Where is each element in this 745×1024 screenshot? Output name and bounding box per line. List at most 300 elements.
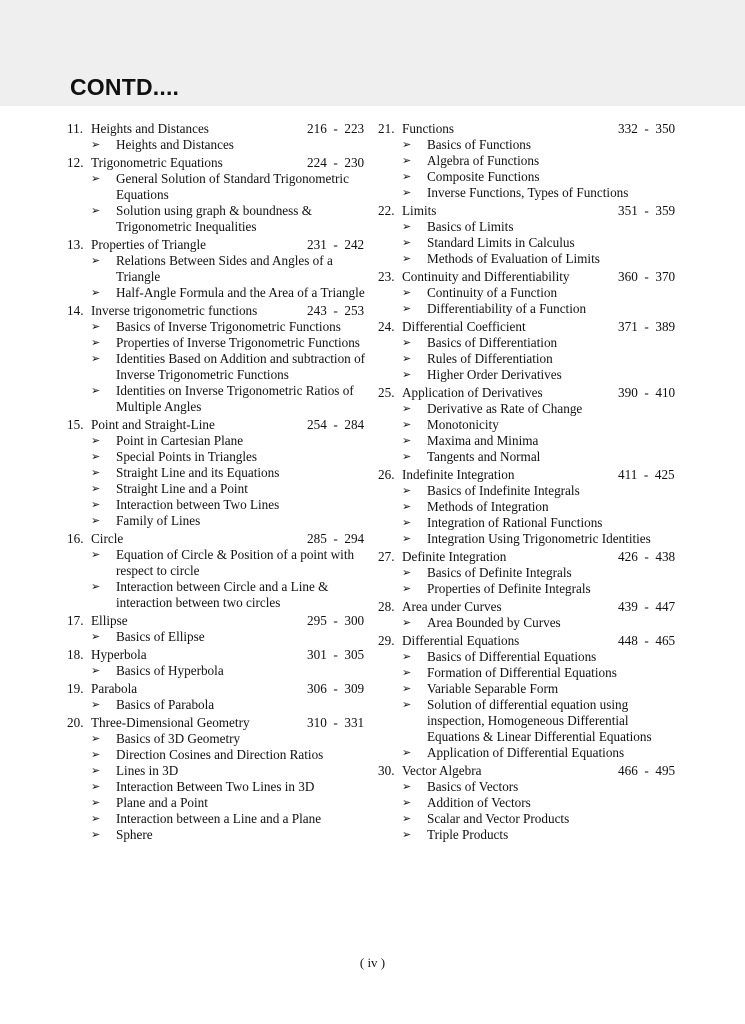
arrow-bullet-icon: ➢ (91, 467, 101, 479)
subtopic-item (67, 795, 367, 811)
page-range: 306 - 309 (307, 681, 365, 696)
toc-entry (67, 121, 367, 153)
chapter-number: 25. (378, 385, 395, 400)
subtopic-list (67, 433, 367, 529)
arrow-bullet-icon: ➢ (402, 403, 412, 415)
subtopic-list (67, 731, 367, 843)
subtopic-text: Composite Functions (427, 169, 540, 184)
toc-entry-heading (67, 681, 367, 697)
toc-entry (67, 417, 367, 529)
arrow-bullet-icon: ➢ (91, 631, 101, 643)
chapter-number: 15. (67, 417, 84, 432)
subtopic-item (67, 731, 367, 747)
arrow-bullet-icon: ➢ (91, 385, 101, 397)
subtopic-list (378, 137, 678, 201)
subtopic-text: Integration of Rational Functions (427, 515, 603, 530)
arrow-bullet-icon: ➢ (402, 337, 412, 349)
subtopic-item (378, 449, 678, 465)
subtopic-list (378, 219, 678, 267)
subtopic-item (67, 335, 367, 351)
subtopic-item (67, 171, 367, 203)
chapter-title: Three-Dimensional Geometry (91, 715, 250, 730)
chapter-title: Ellipse (91, 613, 128, 628)
subtopic-text: Methods of Evaluation of Limits (427, 251, 600, 266)
subtopic-item (378, 827, 678, 843)
page-range: 231 - 242 (307, 237, 365, 252)
arrow-bullet-icon: ➢ (402, 171, 412, 183)
subtopic-text: Identities Based on Addition and subtraction of Inverse Trigonometric Functions (116, 351, 366, 382)
subtopic-item (378, 251, 678, 267)
subtopic-text: Sphere (116, 827, 153, 842)
subtopic-text: Inverse Functions, Types of Functions (427, 185, 629, 200)
subtopic-text: Solution using graph & boundness & Trigonometric Inequalities (116, 203, 312, 234)
subtopic-item (378, 795, 678, 811)
subtopic-item (378, 417, 678, 433)
page-range: 295 - 300 (307, 613, 365, 628)
arrow-bullet-icon: ➢ (402, 517, 412, 529)
arrow-bullet-icon: ➢ (402, 501, 412, 513)
subtopic-item (67, 779, 367, 795)
toc-entry (67, 531, 367, 611)
arrow-bullet-icon: ➢ (402, 287, 412, 299)
subtopic-item (67, 203, 367, 235)
subtopic-text: Heights and Distances (116, 137, 234, 152)
page-range: 351 - 359 (618, 203, 676, 218)
subtopic-item (378, 483, 678, 499)
subtopic-list (67, 629, 367, 645)
arrow-bullet-icon: ➢ (91, 665, 101, 677)
subtopic-item (67, 383, 367, 415)
arrow-bullet-icon: ➢ (402, 435, 412, 447)
toc-entry-heading (67, 237, 367, 253)
subtopic-text: Application of Differential Equations (427, 745, 625, 760)
subtopic-text: Plane and a Point (116, 795, 208, 810)
chapter-number: 29. (378, 633, 395, 648)
subtopic-item (378, 779, 678, 795)
subtopic-text: Basics of Vectors (427, 779, 519, 794)
subtopic-text: Area Bounded by Curves (427, 615, 561, 630)
page-range: 411 - 425 (618, 467, 675, 482)
arrow-bullet-icon: ➢ (91, 581, 101, 593)
arrow-bullet-icon: ➢ (91, 483, 101, 495)
toc-entry (378, 121, 678, 201)
subtopic-item (67, 319, 367, 335)
subtopic-text: Maxima and Minima (427, 433, 539, 448)
subtopic-text: Addition of Vectors (427, 795, 531, 810)
toc-entry (378, 269, 678, 317)
subtopic-text: Interaction Between Two Lines in 3D (116, 779, 315, 794)
subtopic-item (67, 663, 367, 679)
toc-entry-heading (378, 599, 678, 615)
subtopic-item (378, 499, 678, 515)
toc-entry (378, 385, 678, 465)
subtopic-item (378, 335, 678, 351)
toc-entry (67, 237, 367, 301)
subtopic-text: Basics of Hyperbola (116, 663, 224, 678)
subtopic-item (67, 497, 367, 513)
subtopic-item (378, 681, 678, 697)
toc-entry (378, 633, 678, 761)
subtopic-text: Identities on Inverse Trigonometric Ratios of Multiple Angles (116, 383, 354, 414)
subtopic-item (67, 449, 367, 465)
arrow-bullet-icon: ➢ (91, 451, 101, 463)
subtopic-item (67, 629, 367, 645)
subtopic-item (67, 827, 367, 843)
subtopic-text: Algebra of Functions (427, 153, 540, 168)
arrow-bullet-icon: ➢ (91, 139, 101, 151)
subtopic-item (378, 219, 678, 235)
subtopic-text: Interaction between Two Lines (116, 497, 280, 512)
chapter-title: Inverse trigonometric functions (91, 303, 258, 318)
subtopic-item (378, 351, 678, 367)
subtopic-item (378, 185, 678, 201)
subtopic-item (378, 697, 678, 745)
toc-entry-heading (67, 155, 367, 171)
subtopic-text: General Solution of Standard Trigonometric Equations (116, 171, 349, 202)
arrow-bullet-icon: ➢ (91, 255, 101, 267)
arrow-bullet-icon: ➢ (402, 187, 412, 199)
page-range: 466 - 495 (618, 763, 676, 778)
subtopic-list (67, 547, 367, 611)
chapter-title: Hyperbola (91, 647, 147, 662)
chapter-number: 11. (67, 121, 83, 136)
chapter-number: 23. (378, 269, 395, 284)
subtopic-list (378, 615, 678, 631)
arrow-bullet-icon: ➢ (91, 499, 101, 511)
chapter-title: Application of Derivatives (402, 385, 543, 400)
chapter-title: Circle (91, 531, 124, 546)
toc-entry-heading (67, 715, 367, 731)
toc-entry-heading (378, 633, 678, 649)
page-range: 390 - 410 (618, 385, 676, 400)
subtopic-text: Properties of Inverse Trigonometric Functions (116, 335, 360, 350)
page-range: 224 - 230 (307, 155, 365, 170)
toc-entry (378, 599, 678, 631)
subtopic-text: Basics of Definite Integrals (427, 565, 572, 580)
subtopic-text: Interaction between a Line and a Plane (116, 811, 322, 826)
subtopic-item (67, 513, 367, 529)
chapter-title: Indefinite Integration (402, 467, 515, 482)
subtopic-list (67, 253, 367, 301)
arrow-bullet-icon: ➢ (402, 155, 412, 167)
subtopic-list (67, 319, 367, 415)
page-range: 285 - 294 (307, 531, 365, 546)
subtopic-list (378, 335, 678, 383)
arrow-bullet-icon: ➢ (91, 321, 101, 333)
subtopic-text: Interaction between Circle and a Line & interaction between two circles (116, 579, 329, 610)
arrow-bullet-icon: ➢ (91, 781, 101, 793)
subtopic-list (67, 137, 367, 153)
chapter-number: 18. (67, 647, 84, 662)
chapter-title: Area under Curves (402, 599, 502, 614)
page-title: CONTD.... (70, 74, 180, 100)
subtopic-item (378, 433, 678, 449)
subtopic-item (378, 301, 678, 317)
arrow-bullet-icon: ➢ (402, 683, 412, 695)
toc-entry (378, 319, 678, 383)
subtopic-item (378, 401, 678, 417)
toc-entry-heading (378, 549, 678, 565)
arrow-bullet-icon: ➢ (402, 237, 412, 249)
chapter-title: Trigonometric Equations (91, 155, 223, 170)
toc-entry-heading (67, 613, 367, 629)
subtopic-item (378, 649, 678, 665)
toc-entry-heading (378, 269, 678, 285)
subtopic-item (378, 169, 678, 185)
subtopic-text: Basics of Limits (427, 219, 514, 234)
toc-column-right (378, 121, 678, 845)
toc-entry-heading (378, 467, 678, 483)
subtopic-item (378, 137, 678, 153)
chapter-title: Parabola (91, 681, 138, 696)
chapter-number: 13. (67, 237, 84, 252)
toc-entry-heading (67, 647, 367, 663)
chapter-number: 17. (67, 613, 84, 628)
chapter-title: Differential Equations (402, 633, 520, 648)
chapter-title: Heights and Distances (91, 121, 209, 136)
chapter-number: 16. (67, 531, 84, 546)
arrow-bullet-icon: ➢ (402, 797, 412, 809)
arrow-bullet-icon: ➢ (402, 747, 412, 759)
page-range: 243 - 253 (307, 303, 365, 318)
toc-entry (67, 715, 367, 843)
subtopic-item (378, 515, 678, 531)
toc-entry-heading (378, 203, 678, 219)
arrow-bullet-icon: ➢ (91, 173, 101, 185)
subtopic-text: Basics of Ellipse (116, 629, 205, 644)
subtopic-text: Methods of Integration (427, 499, 549, 514)
subtopic-text: Triple Products (427, 827, 509, 842)
subtopic-text: Basics of Differentiation (427, 335, 558, 350)
subtopic-item (378, 367, 678, 383)
arrow-bullet-icon: ➢ (91, 287, 101, 299)
toc-entry (67, 303, 367, 415)
subtopic-list (378, 483, 678, 547)
toc-entry (378, 763, 678, 843)
arrow-bullet-icon: ➢ (402, 139, 412, 151)
chapter-title: Continuity and Differentiability (402, 269, 570, 284)
subtopic-text: Basics of Inverse Trigonometric Functions (116, 319, 341, 334)
subtopic-text: Relations Between Sides and Angles of a Triangle (116, 253, 333, 284)
subtopic-text: Properties of Definite Integrals (427, 581, 591, 596)
arrow-bullet-icon: ➢ (402, 303, 412, 315)
subtopic-text: Derivative as Rate of Change (427, 401, 583, 416)
subtopic-text: Basics of 3D Geometry (116, 731, 241, 746)
page-range: 360 - 370 (618, 269, 676, 284)
subtopic-item (67, 465, 367, 481)
toc-entry-heading (378, 121, 678, 137)
toc-entry (67, 681, 367, 713)
chapter-title: Limits (402, 203, 437, 218)
subtopic-list (378, 649, 678, 761)
arrow-bullet-icon: ➢ (402, 451, 412, 463)
subtopic-item (378, 285, 678, 301)
arrow-bullet-icon: ➢ (402, 353, 412, 365)
arrow-bullet-icon: ➢ (91, 515, 101, 527)
chapter-number: 27. (378, 549, 395, 564)
page-range: 216 - 223 (307, 121, 365, 136)
toc-column-left (67, 121, 367, 845)
subtopic-item (378, 153, 678, 169)
subtopic-text: Equation of Circle & Position of a point with respect to circle (116, 547, 355, 578)
arrow-bullet-icon: ➢ (91, 765, 101, 777)
subtopic-text: Tangents and Normal (427, 449, 541, 464)
arrow-bullet-icon: ➢ (402, 583, 412, 595)
page-range: 254 - 284 (307, 417, 365, 432)
subtopic-text: Special Points in Triangles (116, 449, 258, 464)
toc-entry (67, 155, 367, 235)
subtopic-item (67, 547, 367, 579)
arrow-bullet-icon: ➢ (402, 651, 412, 663)
subtopic-item (67, 137, 367, 153)
subtopic-item (378, 615, 678, 631)
arrow-bullet-icon: ➢ (402, 667, 412, 679)
arrow-bullet-icon: ➢ (91, 829, 101, 841)
subtopic-text: Point in Cartesian Plane (116, 433, 244, 448)
subtopic-item (378, 811, 678, 827)
subtopic-item (378, 565, 678, 581)
arrow-bullet-icon: ➢ (91, 813, 101, 825)
arrow-bullet-icon: ➢ (402, 813, 412, 825)
subtopic-item (67, 433, 367, 449)
subtopic-item (378, 235, 678, 251)
subtopic-text: Formation of Differential Equations (427, 665, 617, 680)
chapter-number: 14. (67, 303, 84, 318)
arrow-bullet-icon: ➢ (402, 567, 412, 579)
page-range: 301 - 305 (307, 647, 365, 662)
subtopic-text: Half-Angle Formula and the Area of a Triangle (116, 285, 365, 300)
arrow-bullet-icon: ➢ (402, 419, 412, 431)
arrow-bullet-icon: ➢ (402, 221, 412, 233)
subtopic-item (67, 697, 367, 713)
toc-entry (67, 647, 367, 679)
chapter-number: 24. (378, 319, 395, 334)
arrow-bullet-icon: ➢ (402, 369, 412, 381)
subtopic-text: Basics of Parabola (116, 697, 215, 712)
chapter-title: Properties of Triangle (91, 237, 207, 252)
subtopic-list (378, 285, 678, 317)
chapter-number: 30. (378, 763, 395, 778)
arrow-bullet-icon: ➢ (91, 205, 101, 217)
toc-entry (67, 613, 367, 645)
subtopic-list (67, 663, 367, 679)
subtopic-item (67, 481, 367, 497)
subtopic-text: Rules of Differentiation (427, 351, 553, 366)
subtopic-list (378, 401, 678, 465)
toc-entry-heading (378, 319, 678, 335)
subtopic-text: Family of Lines (116, 513, 201, 528)
arrow-bullet-icon: ➢ (402, 533, 412, 545)
subtopic-item (67, 253, 367, 285)
subtopic-list (378, 565, 678, 597)
subtopic-item (67, 579, 367, 611)
subtopic-text: Monotonicity (427, 417, 499, 432)
subtopic-item (67, 811, 367, 827)
page-range: 426 - 438 (618, 549, 676, 564)
arrow-bullet-icon: ➢ (402, 485, 412, 497)
subtopic-item (378, 581, 678, 597)
chapter-number: 20. (67, 715, 84, 730)
chapter-number: 21. (378, 121, 395, 136)
page-number: ( iv ) (359, 955, 386, 970)
subtopic-text: Differentiability of a Function (427, 301, 587, 316)
subtopic-text: Lines in 3D (116, 763, 179, 778)
page-range: 332 - 350 (618, 121, 676, 136)
subtopic-text: Higher Order Derivatives (427, 367, 562, 382)
chapter-number: 22. (378, 203, 395, 218)
subtopic-text: Standard Limits in Calculus (427, 235, 575, 250)
subtopic-text: Direction Cosines and Direction Ratios (116, 747, 324, 762)
subtopic-text: Basics of Functions (427, 137, 532, 152)
toc-entry (378, 549, 678, 597)
arrow-bullet-icon: ➢ (402, 253, 412, 265)
arrow-bullet-icon: ➢ (91, 337, 101, 349)
subtopic-item (67, 285, 367, 301)
subtopic-item (378, 745, 678, 761)
subtopic-text: Scalar and Vector Products (427, 811, 570, 826)
subtopic-text: Solution of differential equation using inspection, Homogeneous Differential Equations & Linear Differential Equations (427, 697, 652, 744)
chapter-number: 12. (67, 155, 84, 170)
arrow-bullet-icon: ➢ (91, 797, 101, 809)
subtopic-text: Basics of Indefinite Integrals (427, 483, 580, 498)
subtopic-list (378, 779, 678, 843)
chapter-title: Functions (402, 121, 455, 136)
arrow-bullet-icon: ➢ (91, 749, 101, 761)
page-range: 448 - 465 (618, 633, 676, 648)
toc-entry-heading (67, 417, 367, 433)
chapter-number: 28. (378, 599, 395, 614)
arrow-bullet-icon: ➢ (91, 699, 101, 711)
arrow-bullet-icon: ➢ (402, 829, 412, 841)
subtopic-list (67, 171, 367, 235)
subtopic-text: Straight Line and its Equations (116, 465, 280, 480)
subtopic-item (378, 665, 678, 681)
chapter-title: Point and Straight-Line (91, 417, 215, 432)
toc-entry (378, 203, 678, 267)
subtopic-item (67, 351, 367, 383)
page-range: 310 - 331 (307, 715, 365, 730)
toc-entry-heading (67, 121, 367, 137)
arrow-bullet-icon: ➢ (402, 617, 412, 629)
arrow-bullet-icon: ➢ (91, 435, 101, 447)
arrow-bullet-icon: ➢ (91, 549, 101, 561)
toc-entry-heading (378, 385, 678, 401)
arrow-bullet-icon: ➢ (91, 353, 101, 365)
toc-entry-heading (67, 303, 367, 319)
subtopic-text: Straight Line and a Point (116, 481, 248, 496)
subtopic-text: Continuity of a Function (427, 285, 558, 300)
chapter-title: Definite Integration (402, 549, 507, 564)
chapter-title: Vector Algebra (402, 763, 482, 778)
subtopic-list (67, 697, 367, 713)
arrow-bullet-icon: ➢ (91, 733, 101, 745)
chapter-title: Differential Coefficient (402, 319, 526, 334)
toc-entry-heading (378, 763, 678, 779)
subtopic-item (67, 763, 367, 779)
toc-entry-heading (67, 531, 367, 547)
subtopic-text: Basics of Differential Equations (427, 649, 597, 664)
chapter-number: 19. (67, 681, 84, 696)
subtopic-text: Integration Using Trigonometric Identities (427, 531, 651, 546)
subtopic-item (378, 531, 678, 547)
page-range: 371 - 389 (618, 319, 676, 334)
subtopic-text: Variable Separable Form (427, 681, 559, 696)
chapter-number: 26. (378, 467, 395, 482)
arrow-bullet-icon: ➢ (402, 699, 412, 711)
subtopic-item (67, 747, 367, 763)
toc-entry (378, 467, 678, 547)
page-range: 439 - 447 (618, 599, 676, 614)
